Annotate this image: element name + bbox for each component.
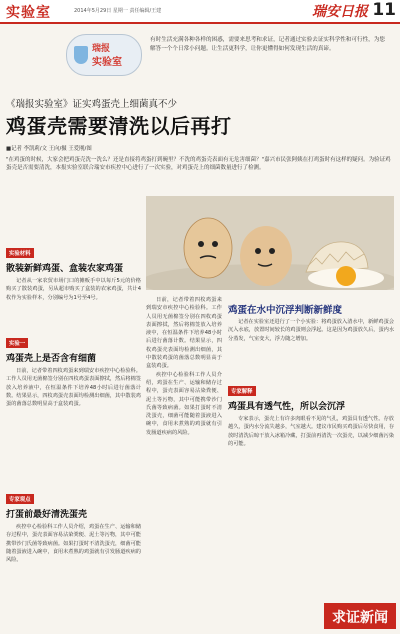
footer-logo-text: 求证新闻: [332, 610, 388, 626]
section-experiment-1: [6, 330, 141, 482]
section-float-test: [228, 302, 394, 316]
page-number: 11: [372, 0, 396, 20]
section-body: 专家表示，蛋壳上有许多肉眼看不见的气孔，鸡蛋具有透气性。存放越久，蛋内水分流失越多，气室越大。建议市民购买鸡蛋后尽快食用，存放时清洗后晾干放入冰箱冷藏，打蛋前再清洗一次蛋壳，以减少细菌污染的可能。: [228, 416, 394, 447]
lead-paragraph: "在鸡蛋的时候，大家会把鸡蛋壳洗一洗么？还是直接将鸡蛋打到碗里？不洗的鸡蛋壳表面有无危害细菌？"嘉兴市民张阿姨在打鸡蛋时有这样的疑问。为验证鸡蛋壳是否需要清洗，本报实验室联合瑞安市疾控中心进行了一次实验，对鸡蛋壳上的细菌数量进行了检测。: [6, 157, 391, 172]
lab-logo: [62, 28, 144, 82]
section-heading: 散装新鲜鸡蛋、盒装农家鸡蛋: [6, 264, 124, 274]
section-name: 实验室: [6, 5, 51, 21]
section-body: 记者从一家农贸市场门口的摊贩手中以每斤5元的价格购买了散装鸡蛋，另从超市购买了盒装的农家鸡蛋，共计4枚作为实验样本，分别编号为1号至4号。: [6, 278, 141, 301]
section-body: 疾控中心检验科工作人员介绍，鸡蛋在生产、运输和储存过程中，蛋壳表面容易沾染粪便、泥土等污物，其中可能携带沙门氏菌等致病菌。如果打蛋时不清洗蛋壳，细菌可能随着蛋液进入碗中，食用未煮熟的鸡蛋就有引发肠道疾病的风险。: [6, 524, 141, 564]
byline: ■记者 李凯莉/文 王向/摄 王爱刚/图: [6, 146, 92, 152]
headline: 鸡蛋壳需要清洗以后再打: [6, 114, 232, 138]
section-porous: [228, 378, 394, 615]
flask-icon: [74, 46, 88, 64]
egg-illustration: [146, 196, 394, 290]
section-materials: [6, 240, 141, 335]
egg-photo: [146, 196, 394, 290]
footer-logo: [324, 603, 396, 629]
logo-text-top: 瑞报: [92, 44, 111, 54]
column-intro: 有时生活充满各种各样的困惑，需要来思考和求证，记者通过实验去证实科学性和可行性，为您解答一个个日常小问题。让生活更科学，让你更懂得如何发现生活的真谛。: [150, 37, 385, 52]
newspaper-name: 瑞安日报: [312, 4, 368, 20]
section-heading: 鸡蛋壳上是否含有细菌: [6, 354, 97, 364]
middle-column: 日前，记者带着四枚鸡蛋来到瑞安市疾控中心检验科。工作人员用无菌棉签分别在四枚鸡蛋表面擦拭，然后将棉签放入培养液中，在恒温条件下培养48小时后进行菌落计数。结果显示，四枚鸡蛋壳表面均检测出细菌，其中散装鸡蛋的菌落总数明显高于盒装鸡蛋。 疾控中心检验科工作人员介绍，鸡蛋在生产、运输和储存过程中，蛋壳表面容易沾染粪便、泥土等污物，其中可能携带沙门氏菌等致病菌。如果打蛋时不清洗蛋壳，细菌可能随着蛋液进入碗中，食用未煮熟的鸡蛋就有引发肠道疾病的风险。: [146, 297, 222, 436]
section-tag: 实验材料: [6, 248, 34, 258]
page-header: [0, 0, 400, 24]
dateline: 2014年5月29日 星期一 责任编辑/王建: [74, 8, 162, 14]
section-body: 日前，记者带着四枚鸡蛋来到瑞安市疾控中心检验科。工作人员用无菌棉签分别在四枚鸡蛋表面擦拭，然后将棉签放入培养液中，在恒温条件下培养48小时后进行菌落计数。结果显示，四枚鸡蛋壳表面均检测出细菌，其中散装鸡蛋的菌落总数明显高于盒装鸡蛋。: [6, 368, 141, 408]
section-tag: 专家观点: [6, 494, 34, 504]
section-float-body: 记者在实验室还进行了一个小实验：将鸡蛋放入清水中，新鲜鸡蛋会沉入水底，放置时间较长的鸡蛋则会浮起。这是因为鸡蛋放久后，蛋内水分蒸发，气室变大，浮力随之增加。: [228, 319, 394, 342]
logo-text-bottom: 实验室: [92, 57, 122, 68]
section-heading: 打蛋前最好清洗蛋壳: [6, 510, 88, 520]
section-heading: 鸡蛋在水中沉浮判断新鲜度: [228, 305, 343, 316]
section-tag: 专家解释: [228, 386, 256, 396]
section-heading: 鸡蛋具有透气性，所以会沉浮: [228, 402, 346, 412]
section-tag: 实验一: [6, 338, 28, 348]
kicker: 《瑞报实验室》证实鸡蛋壳上细菌真不少: [6, 99, 178, 110]
section-expert: [6, 486, 141, 633]
